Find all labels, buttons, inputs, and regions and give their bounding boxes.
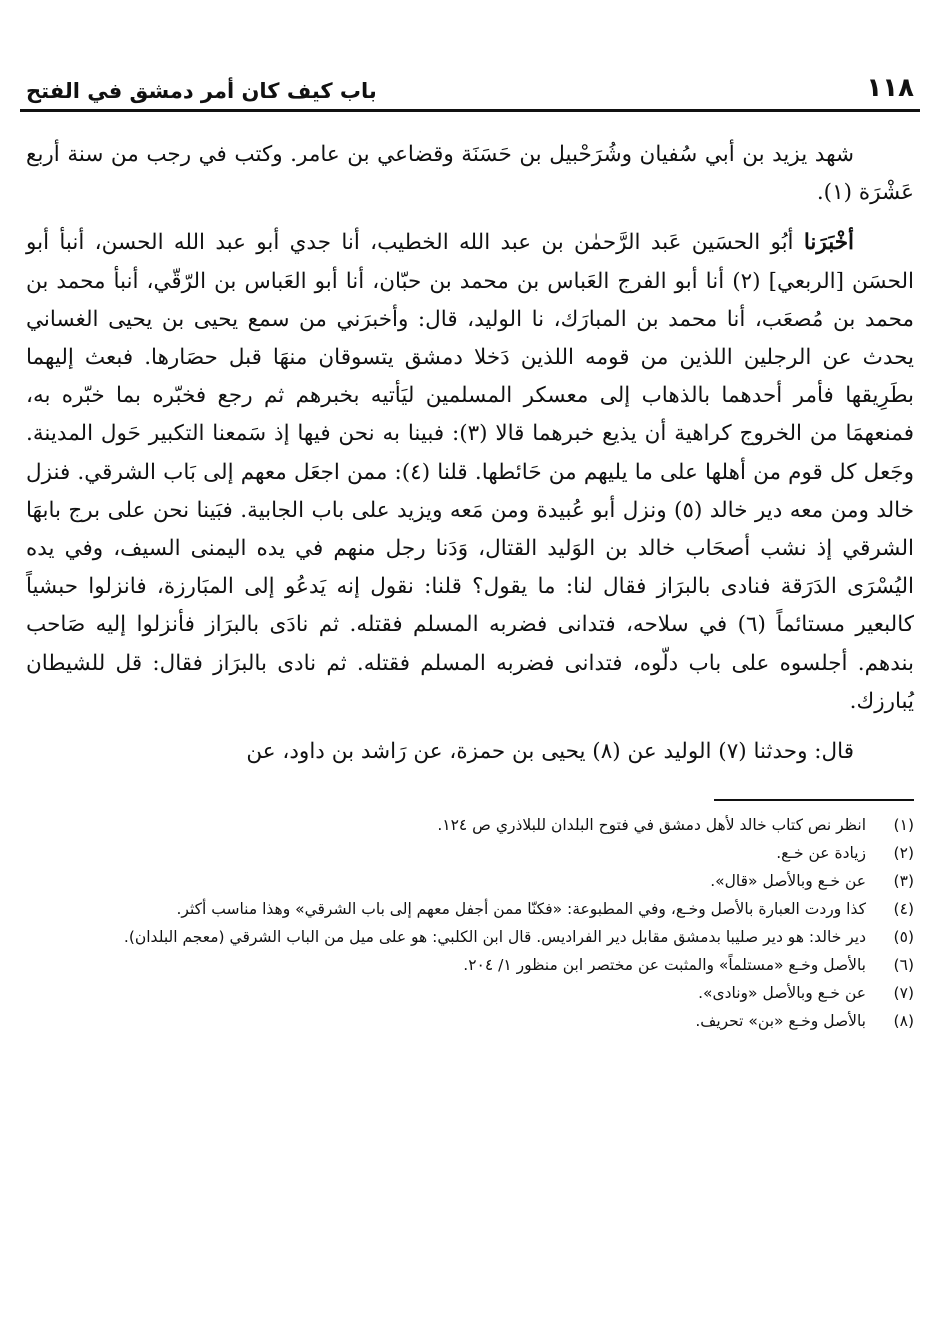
footnote-number: (٤) bbox=[893, 900, 914, 919]
footnote-item bbox=[26, 839, 914, 867]
paragraph-3 bbox=[26, 733, 914, 771]
footnote-number: (١) bbox=[893, 816, 914, 835]
footnote-number: (٨) bbox=[893, 1012, 914, 1031]
footnote-divider bbox=[714, 799, 914, 801]
footnote-number: (٣) bbox=[893, 872, 914, 891]
footnote-text: بالأصل وخـع «مستلماً» والمثبت عن مختصر ابن منظور ١/ ٢٠٤. bbox=[463, 956, 866, 975]
page-header bbox=[20, 55, 920, 112]
paragraph-2 bbox=[26, 224, 914, 721]
footnote-text: دير خالد: هو دير صليبا بدمشق مقابل دير الفراديس. قال ابن الكلبي: هو على ميل من الباب الشرقي (معجم البلدان). bbox=[123, 928, 866, 947]
footnote-item bbox=[26, 979, 914, 1007]
footnote-number: (٧) bbox=[893, 984, 914, 1003]
footnote-text: عن خـع وبالأصل «قال». bbox=[710, 872, 866, 891]
footnote-text: انظر نص كتاب خالد لأهل دمشق في فتوح البلدان للبلاذري ص ١٢٤. bbox=[437, 816, 866, 835]
main-text bbox=[20, 136, 920, 771]
paragraph-text: قال: وحدثنا (٧) الوليد عن (٨) يحيى بن حمزة، عن رَاشد بن داود، عن bbox=[246, 739, 854, 765]
footnote-number: (٦) bbox=[893, 956, 914, 975]
footnote-item bbox=[26, 895, 914, 923]
book-page bbox=[20, 55, 920, 1315]
isnad-keyword: أخْبَرَنا bbox=[803, 230, 854, 256]
footnote-number: (٢) bbox=[893, 844, 914, 863]
footnote-item bbox=[26, 867, 914, 895]
paragraph-text: أبُو الحسَين عَبد الرَّحمٰن بن عبد الله الخطيب، أنا جدي أبو عبد الله الحسن، أنبأ أبو الحسَن [الربعي] (٢) أنا أبو الفرج العَباس بن محمد بن حبّان، أنا أبو العَباس بن الرّقّي، أنبأ محمد بن محمد بن مُصعَب، أنا محمد بن المبارَك، نا الوليد، قال: وأخبرَني من سمع يحيى بن يحيى الغساني يحدث عن الرجلين اللذين من قومه اللذين دَخلا دمشق يتسوقان منهَا قبل حصَارها. فبعث إليهما بطَرِيقها فأمر أحدهما بالذهاب إلى معسكر المسلمين ليَأتيه بخبرهم ثم رجع فخبّره بما خبّره به، فمنعهمَا من الخروج كراهية أن يذيع خبرهما قالا (٣): فبينا به نحن فيها إذ سَمعنا التكبير حَول المدينة. وجَعل كل قوم من أهلها على ما يليهم من حَائطها. قلنا (٤): ممن اجعَل معهم إلى بَاب الشرقي. فنزل خالد ومن معه دير خالد (٥) ونزل أبو عُبيدة ومن مَعه ويزيد على باب الجابية. فبَينا نحن على برج بابهَا الشرقي إذ نشب أصحَاب خالد بن الوَليد القتال، وَدَنا رجل منهم في يده اليمنى السيف، وفي يده اليُسْرَى الدَرَقة فنادى بالبرَاز فقال لنا: ما يقول؟ قلنا: نقول إنه يَدعُو إلى المبَارزة، فانزلوا حبشياً كالبعير مستائماً (٦) في سلاحه، فتدانى فضربه المسلم فقتله. ثم نادَى بالبرَاز فأنزلوا إليه صَاحب بندهم. أجلسوه على باب دلّوه، فتدانى فضربه المسلم فقتله. ثم نادى بالبرَاز فقال: قل للشيطان يُبارزك. bbox=[26, 230, 914, 714]
footnote-number: (٥) bbox=[893, 928, 914, 947]
footnote-item bbox=[26, 1007, 914, 1035]
paragraph-text: شهد يزيد بن أبي سُفيان وشُرَحْبيل بن حَسَنَة وقضاعي بن عامر. وكتب في رجب من سنة أربع عَشْرَة (١). bbox=[26, 142, 914, 206]
paragraph-1 bbox=[26, 136, 914, 212]
running-head: باب كيف كان أمر دمشق في الفتح bbox=[26, 79, 377, 103]
page-number: ١١٨ bbox=[866, 73, 914, 103]
footnote-item bbox=[26, 923, 914, 951]
footnote-text: زيادة عن خـع. bbox=[776, 844, 866, 863]
footnote-text: بالأصل وخـع «بن» تحريف. bbox=[695, 1012, 866, 1031]
footnote-text: عن خـع وبالأصل «ونادى». bbox=[698, 984, 866, 1003]
footnote-item bbox=[26, 811, 914, 839]
footnote-item bbox=[26, 951, 914, 979]
footnotes bbox=[20, 811, 920, 1035]
footnote-text: كذا وردت العبارة بالأصل وخـع، وفي المطبوعة: «فكنّا ممن أجفل معهم إلى باب الشرقي» وهذا مناسب أكثر. bbox=[176, 900, 866, 919]
